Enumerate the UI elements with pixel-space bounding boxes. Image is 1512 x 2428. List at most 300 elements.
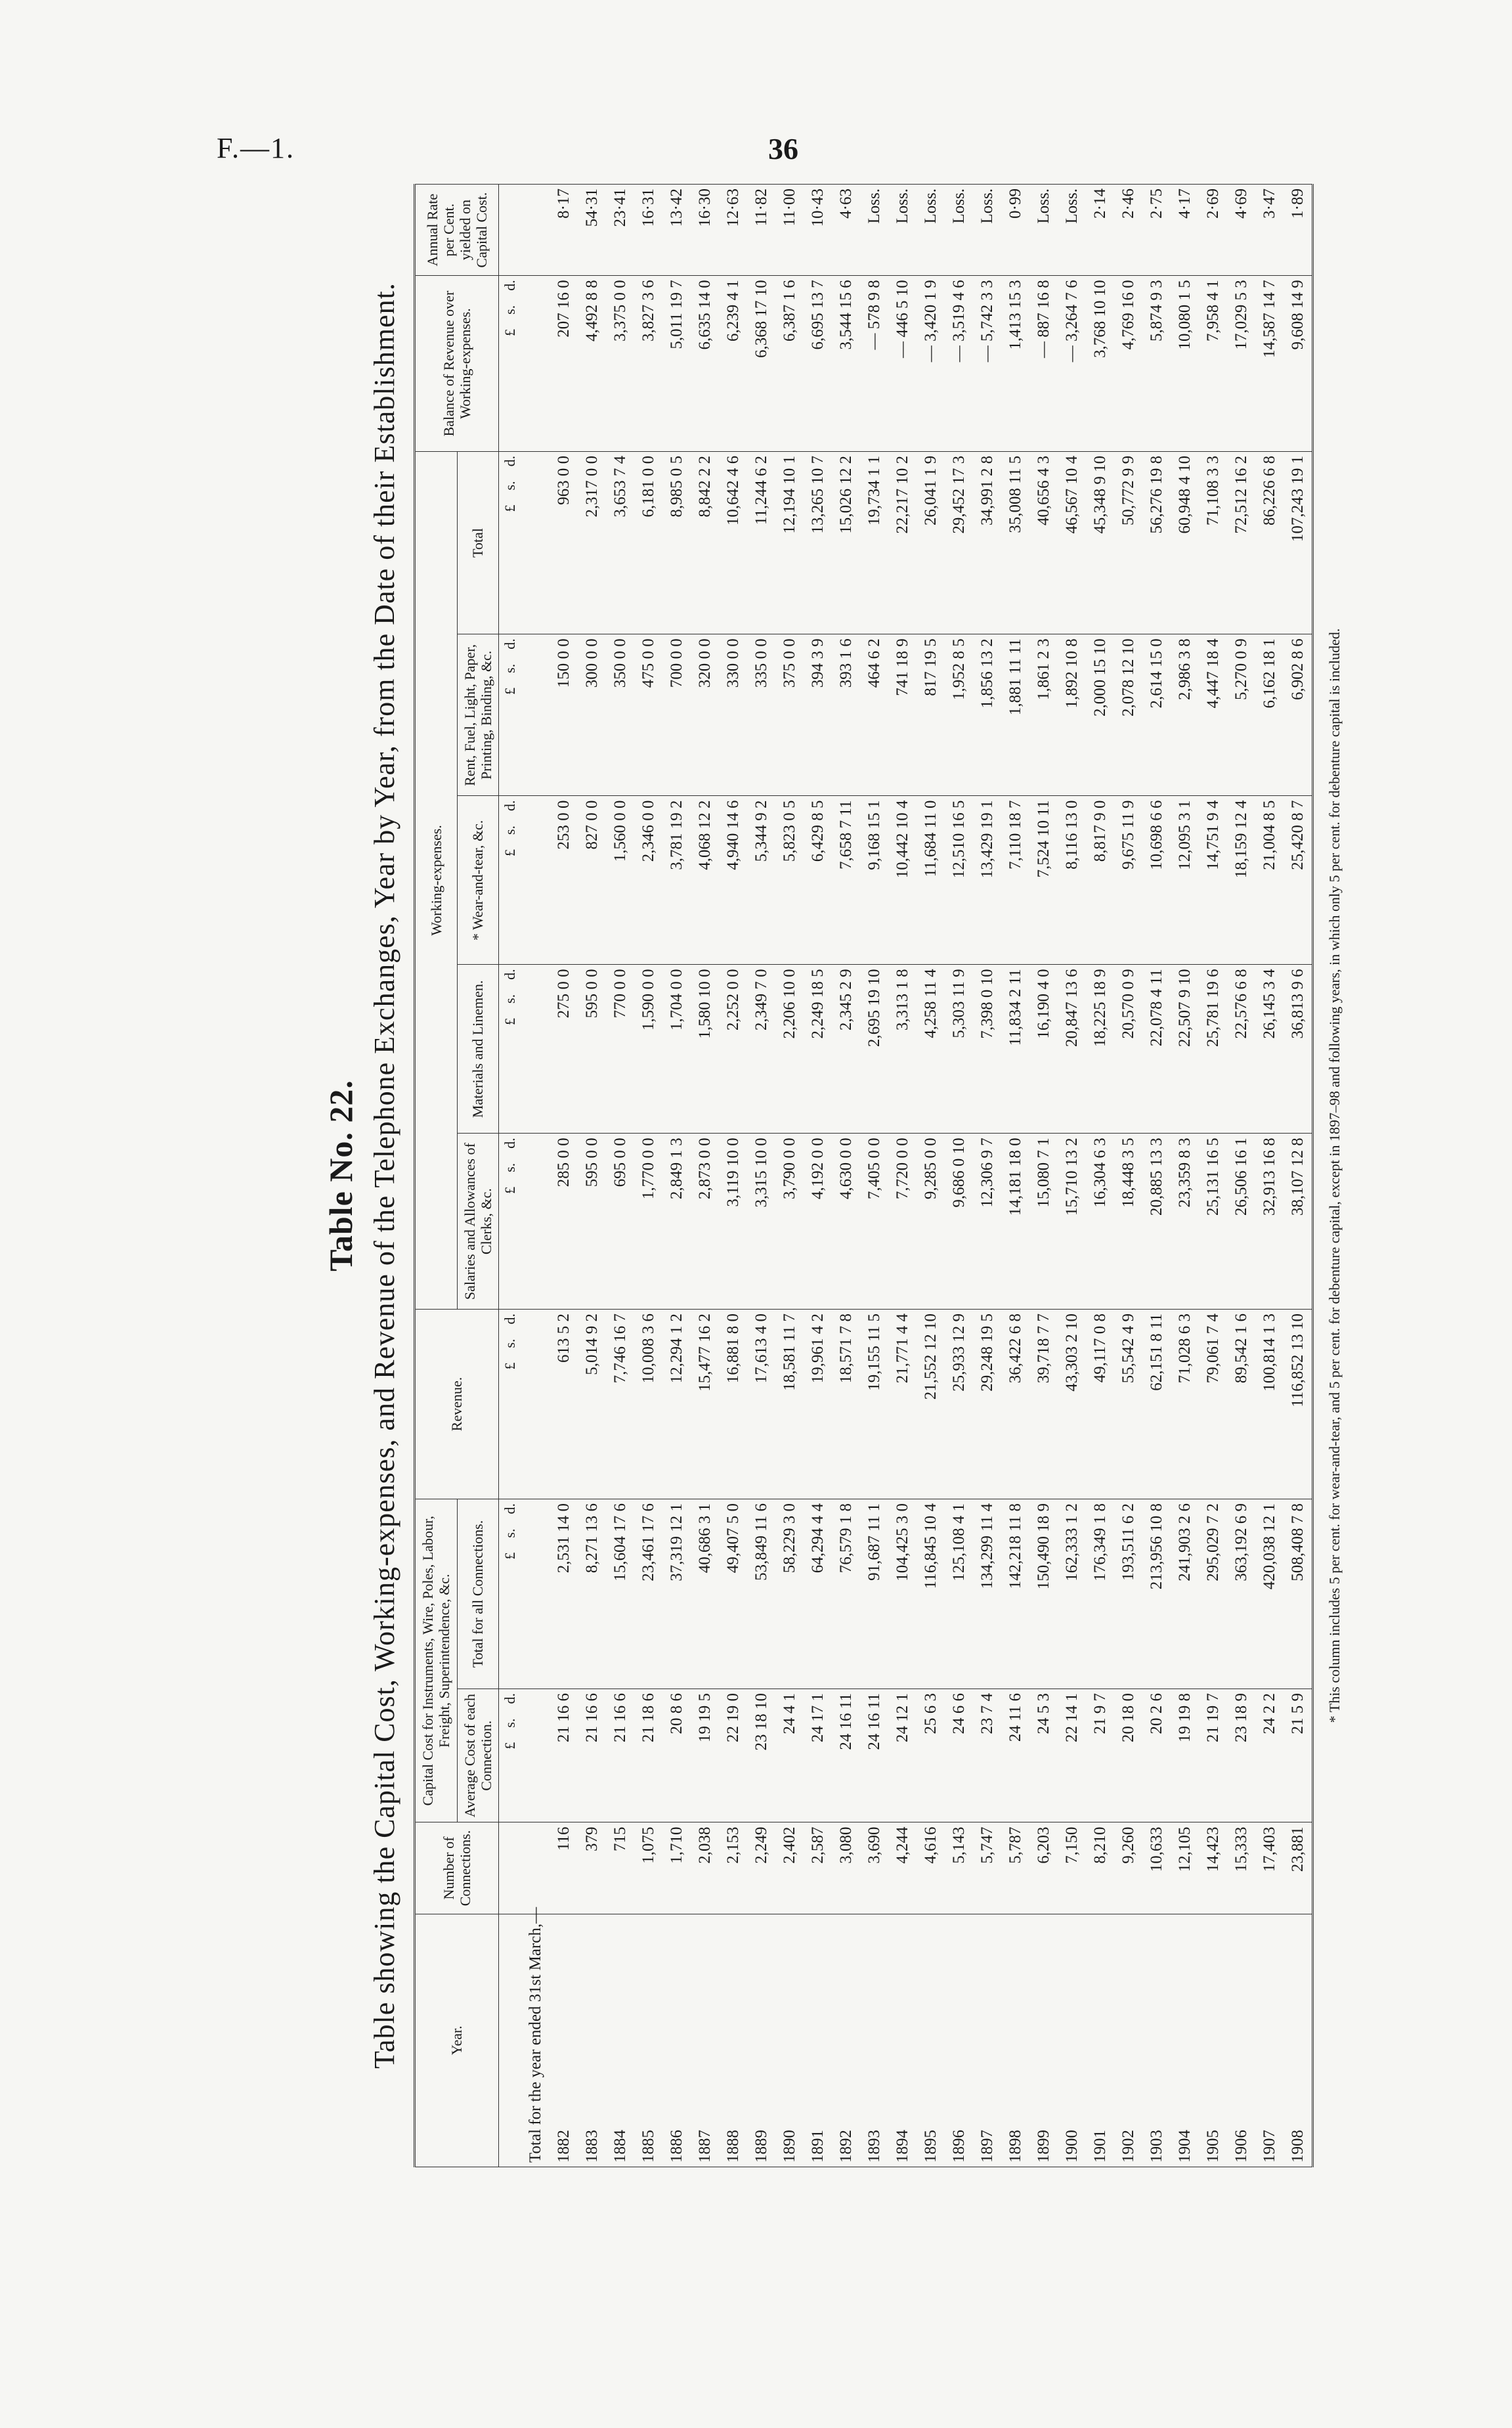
table-cell: 4,492 8 8 — [578, 276, 606, 452]
table-header — [415, 185, 499, 2167]
table-row — [973, 185, 1001, 2167]
table-body — [499, 185, 1313, 2167]
table-cell: 104,425 3 0 — [888, 1499, 917, 1689]
table-cell: 12,510 16 5 — [945, 796, 973, 965]
table-cell: 0·99 — [1001, 185, 1029, 276]
table-cell: 16·31 — [634, 185, 662, 276]
table-cell: 2,531 14 0 — [550, 1499, 578, 1689]
table-row — [917, 185, 945, 2167]
table-cell: 21,552 12 10 — [917, 1309, 945, 1499]
year-cell: 1882 — [550, 1914, 578, 2167]
table-cell: 5,823 0 5 — [775, 796, 804, 965]
unit-cell: £ s. d. — [499, 965, 522, 1134]
page-reference: F.—1. — [217, 132, 295, 164]
unit-cell: £ s. d. — [499, 276, 522, 452]
table-cell: 7,720 0 0 — [888, 1134, 917, 1310]
table-cell: 15,710 13 2 — [1058, 1134, 1086, 1310]
year-cell: 1897 — [973, 1914, 1001, 2167]
table-cell: Loss. — [973, 185, 1001, 276]
table-cell: 25,131 16 5 — [1199, 1134, 1227, 1310]
table-cell: 2,349 7 0 — [747, 965, 775, 1134]
table-cell: 1·89 — [1284, 185, 1313, 276]
table-cell: 72,512 16 2 — [1227, 451, 1255, 634]
table-cell: 5,874 9 3 — [1142, 276, 1171, 452]
telephone-exchange-table — [414, 184, 1314, 2167]
table-cell: 15,026 12 2 — [832, 451, 860, 634]
table-cell: 60,948 4 10 — [1171, 451, 1199, 634]
table-cell: 2,614 15 0 — [1142, 634, 1171, 796]
table-cell: 11·00 — [775, 185, 804, 276]
table-cell: 3,080 — [832, 1822, 860, 1914]
table-cell: 1,413 15 3 — [1001, 276, 1029, 452]
table-cell: 15,080 7 1 — [1029, 1134, 1058, 1310]
table-cell: — 3,264 7 6 — [1058, 276, 1086, 452]
unit-cell: £ s. d. — [499, 1309, 522, 1499]
table-cell: 35,008 11 5 — [1001, 451, 1029, 634]
table-cell: 9,285 0 0 — [917, 1134, 945, 1310]
table-cell: 695 0 0 — [606, 1134, 634, 1310]
table-cell: — 3,420 1 9 — [917, 276, 945, 452]
table-cell: 2·14 — [1086, 185, 1114, 276]
table-cell: 475 0 0 — [634, 634, 662, 796]
table-cell: 24 16 11 — [832, 1689, 860, 1822]
table-cell: 1,560 0 0 — [606, 796, 634, 965]
table-cell: 18,448 3 5 — [1114, 1134, 1142, 1310]
table-cell: 21 18 6 — [634, 1689, 662, 1822]
table-cell: 38,107 12 8 — [1284, 1134, 1313, 1310]
table-caption: Table showing the Capital Cost, Working-expenses, and Revenue of the Telephone Exchanges, Year by Year, from the Date of their Establishment. — [368, 282, 400, 2069]
table-cell: 3,313 1 8 — [888, 965, 917, 1134]
table-cell: 11·82 — [747, 185, 775, 276]
table-cell: 150 0 0 — [550, 634, 578, 796]
table-cell: 2,249 — [747, 1822, 775, 1914]
table-cell: 827 0 0 — [578, 796, 606, 965]
table-cell: 4,630 0 0 — [832, 1134, 860, 1310]
table-cell: 3,119 10 0 — [719, 1134, 747, 1310]
year-cell: 1890 — [775, 1914, 804, 2167]
table-cell: 1,075 — [634, 1822, 662, 1914]
year-cell: 1884 — [606, 1914, 634, 2167]
table-row — [888, 185, 917, 2167]
table-cell: 1,710 — [662, 1822, 691, 1914]
table-row — [1114, 185, 1142, 2167]
table-cell: 1,590 0 0 — [634, 965, 662, 1134]
table-cell: 715 — [606, 1822, 634, 1914]
col-materials: Materials and Linemen. — [457, 965, 499, 1134]
table-cell: 4,244 — [888, 1822, 917, 1914]
table-cell: 253 0 0 — [550, 796, 578, 965]
table-cell: 9,168 15 1 — [860, 796, 888, 965]
table-cell: 10,442 10 4 — [888, 796, 917, 965]
total-label-row — [521, 185, 550, 2167]
table-cell: 300 0 0 — [578, 634, 606, 796]
unit-cell-blank — [499, 185, 522, 276]
table-cell: 37,319 12 1 — [662, 1499, 691, 1689]
table-cell: 330 0 0 — [719, 634, 747, 796]
table-cell: 817 19 5 — [917, 634, 945, 796]
col-capital-group: Capital Cost for Instruments, Wire, Poles, Labour, Freight, Superintendence, &c. — [415, 1499, 458, 1822]
table-cell: 116,852 13 10 — [1284, 1309, 1313, 1499]
table-cell: 4,258 11 4 — [917, 965, 945, 1134]
year-cell: 1889 — [747, 1914, 775, 2167]
col-total: Total — [457, 451, 499, 634]
table-cell: — 3,519 4 6 — [945, 276, 973, 452]
table-cell: 25,933 12 9 — [945, 1309, 973, 1499]
table-cell: 7,405 0 0 — [860, 1134, 888, 1310]
table-cell: 393 1 6 — [832, 634, 860, 796]
table-row — [747, 185, 775, 2167]
table-cell: 7,658 7 11 — [832, 796, 860, 965]
table-cell: 12,194 10 1 — [775, 451, 804, 634]
table-row — [691, 185, 719, 2167]
table-cell: 20,885 13 3 — [1142, 1134, 1171, 1310]
unit-cell: £ s. d. — [499, 1689, 522, 1822]
table-cell: 15,333 — [1227, 1822, 1255, 1914]
table-cell: 134,299 11 4 — [973, 1499, 1001, 1689]
table-cell: 54·31 — [578, 185, 606, 276]
table-cell: 7,110 18 7 — [1001, 796, 1029, 965]
table-cell: 2,000 15 10 — [1086, 634, 1114, 796]
table-cell: 6,203 — [1029, 1822, 1058, 1914]
table-cell: 21,771 4 4 — [888, 1309, 917, 1499]
total-label: Total for the year ended 31st March,— — [521, 1914, 550, 2167]
table-cell: 6,181 0 0 — [634, 451, 662, 634]
table-cell: 363,192 6 9 — [1227, 1499, 1255, 1689]
table-cell: 6,387 1 6 — [775, 276, 804, 452]
table-cell: 55,542 4 9 — [1114, 1309, 1142, 1499]
table-cell: 21 16 6 — [606, 1689, 634, 1822]
table-cell: 2,587 — [804, 1822, 832, 1914]
table-cell: 176,349 1 8 — [1086, 1499, 1114, 1689]
table-cell: 46,567 10 4 — [1058, 451, 1086, 634]
table-row — [550, 185, 578, 2167]
table-cell: 379 — [578, 1822, 606, 1914]
table-row — [1029, 185, 1058, 2167]
col-salaries: Salaries and Allowances of Clerks, &c. — [457, 1134, 499, 1310]
table-cell: — 578 9 8 — [860, 276, 888, 452]
table-cell: 13·42 — [662, 185, 691, 276]
data-table-wrapper — [414, 184, 1314, 2167]
table-cell: 22,507 9 10 — [1171, 965, 1199, 1134]
table-cell: 142,218 11 8 — [1001, 1499, 1029, 1689]
table-cell: 5,747 — [973, 1822, 1001, 1914]
table-cell: 8,210 — [1086, 1822, 1114, 1914]
table-cell: Loss. — [1029, 185, 1058, 276]
year-cell: 1895 — [917, 1914, 945, 2167]
table-cell: 22 14 1 — [1058, 1689, 1086, 1822]
table-cell: 2,153 — [719, 1822, 747, 1914]
table-cell: 8,271 13 6 — [578, 1499, 606, 1689]
table-cell: — 887 16 8 — [1029, 276, 1058, 452]
table-cell: 4,068 12 2 — [691, 796, 719, 965]
page-header — [0, 131, 1512, 177]
table-cell: 8,116 13 0 — [1058, 796, 1086, 965]
table-row — [1255, 185, 1284, 2167]
table-cell: 9,608 14 9 — [1284, 276, 1313, 452]
col-avg-cost: Average Cost of each Connection. — [457, 1689, 499, 1822]
table-cell: 613 5 2 — [550, 1309, 578, 1499]
table-cell: 23,881 — [1284, 1822, 1313, 1914]
table-cell: 700 0 0 — [662, 634, 691, 796]
table-cell: 3,790 0 0 — [775, 1134, 804, 1310]
table-cell: 2,695 19 10 — [860, 965, 888, 1134]
table-cell: 19,734 1 1 — [860, 451, 888, 634]
table-cell: 22,217 10 2 — [888, 451, 917, 634]
table-cell: 24 17 1 — [804, 1689, 832, 1822]
table-cell: 107,243 19 1 — [1284, 451, 1313, 634]
table-cell: 295,029 7 2 — [1199, 1499, 1227, 1689]
table-cell: 1,861 2 3 — [1029, 634, 1058, 796]
table-cell: 2,346 0 0 — [634, 796, 662, 965]
table-row — [1142, 185, 1171, 2167]
table-cell: 241,903 2 6 — [1171, 1499, 1199, 1689]
table-cell: 4·69 — [1227, 185, 1255, 276]
year-cell: 1906 — [1227, 1914, 1255, 2167]
table-cell: 23 18 10 — [747, 1689, 775, 1822]
table-cell: 116,845 10 4 — [917, 1499, 945, 1689]
table-cell: 116 — [550, 1822, 578, 1914]
table-cell: 963 0 0 — [550, 451, 578, 634]
table-cell: 2,986 3 8 — [1171, 634, 1199, 796]
table-cell: 45,348 9 10 — [1086, 451, 1114, 634]
table-cell: 14,423 — [1199, 1822, 1227, 1914]
table-cell: 50,772 9 9 — [1114, 451, 1142, 634]
table-cell: 4·17 — [1171, 185, 1199, 276]
table-cell: 71,108 3 3 — [1199, 451, 1227, 634]
table-cell: 1,881 11 11 — [1001, 634, 1029, 796]
table-cell: 79,061 7 4 — [1199, 1309, 1227, 1499]
table-cell: 1,704 0 0 — [662, 965, 691, 1134]
table-cell: 2,249 18 5 — [804, 965, 832, 1134]
table-cell: 1,856 13 2 — [973, 634, 1001, 796]
table-cell: 19 19 8 — [1171, 1689, 1199, 1822]
table-cell: 12,294 1 2 — [662, 1309, 691, 1499]
year-cell: 1892 — [832, 1914, 860, 2167]
unit-cell: £ s. d. — [499, 634, 522, 796]
table-cell: 12,095 3 1 — [1171, 796, 1199, 965]
table-cell: 100,814 1 3 — [1255, 1309, 1284, 1499]
table-cell: 23 18 9 — [1227, 1689, 1255, 1822]
table-cell: 62,151 8 11 — [1142, 1309, 1171, 1499]
table-cell: 7,150 — [1058, 1822, 1086, 1914]
table-cell: 18,225 18 9 — [1086, 965, 1114, 1134]
table-cell: 23·41 — [606, 185, 634, 276]
table-cell: 40,656 4 3 — [1029, 451, 1058, 634]
table-cell: 4,447 18 4 — [1199, 634, 1227, 796]
rotated-table-page — [302, 184, 1392, 2167]
table-cell: 9,675 11 9 — [1114, 796, 1142, 965]
col-connections: Number of Connections. — [415, 1822, 499, 1914]
table-cell: 464 6 2 — [860, 634, 888, 796]
table-cell: 21 5 9 — [1284, 1689, 1313, 1822]
table-cell: 7,524 10 11 — [1029, 796, 1058, 965]
table-cell: 6,695 13 7 — [804, 276, 832, 452]
table-cell: 7,958 4 1 — [1199, 276, 1227, 452]
table-cell: 11,244 6 2 — [747, 451, 775, 634]
table-cell: 3,690 — [860, 1822, 888, 1914]
table-cell: 10,633 — [1142, 1822, 1171, 1914]
table-cell: 741 18 9 — [888, 634, 917, 796]
table-cell: 2·75 — [1142, 185, 1171, 276]
table-cell: 207 16 0 — [550, 276, 578, 452]
table-cell: 21 9 7 — [1086, 1689, 1114, 1822]
table-cell: Loss. — [945, 185, 973, 276]
table-row — [634, 185, 662, 2167]
table-cell: 335 0 0 — [747, 634, 775, 796]
table-cell: 420,038 12 1 — [1255, 1499, 1284, 1689]
table-cell: 8,817 9 0 — [1086, 796, 1114, 965]
table-cell: 3·47 — [1255, 185, 1284, 276]
table-cell: 2,206 10 0 — [775, 965, 804, 1134]
table-cell: 2·69 — [1199, 185, 1227, 276]
unit-cell-blank — [499, 1914, 522, 2167]
table-cell: 1,952 8 5 — [945, 634, 973, 796]
table-cell: 16,881 8 0 — [719, 1309, 747, 1499]
table-cell: 25 6 3 — [917, 1689, 945, 1822]
table-cell: 11,684 11 0 — [917, 796, 945, 965]
table-cell: 6,239 4 1 — [719, 276, 747, 452]
table-cell: 8,842 2 2 — [691, 451, 719, 634]
table-cell: 150,490 18 9 — [1029, 1499, 1058, 1689]
table-cell: 36,422 6 8 — [1001, 1309, 1029, 1499]
table-cell: 13,429 19 1 — [973, 796, 1001, 965]
table-cell: 14,587 14 7 — [1255, 276, 1284, 452]
table-cell: 3,781 19 2 — [662, 796, 691, 965]
table-cell: 20 18 0 — [1114, 1689, 1142, 1822]
table-cell: 16·30 — [691, 185, 719, 276]
table-cell: 23,359 8 3 — [1171, 1134, 1199, 1310]
table-cell: 10,008 3 6 — [634, 1309, 662, 1499]
table-cell: 21 16 6 — [578, 1689, 606, 1822]
table-cell: 12,105 — [1171, 1822, 1199, 1914]
table-cell: 8·17 — [550, 185, 578, 276]
table-cell: 8,985 0 5 — [662, 451, 691, 634]
table-cell: 275 0 0 — [550, 965, 578, 1134]
table-row — [775, 185, 804, 2167]
table-cell: 595 0 0 — [578, 1134, 606, 1310]
table-cell: 10,698 6 6 — [1142, 796, 1171, 965]
table-row — [832, 185, 860, 2167]
year-cell: 1903 — [1142, 1914, 1171, 2167]
table-cell: 18,581 11 7 — [775, 1309, 804, 1499]
table-cell: Loss. — [917, 185, 945, 276]
table-cell: 6,162 18 1 — [1255, 634, 1284, 796]
table-cell: 26,041 1 9 — [917, 451, 945, 634]
table-cell: 71,028 6 3 — [1171, 1309, 1199, 1499]
table-cell: 24 16 11 — [860, 1689, 888, 1822]
year-cell: 1885 — [634, 1914, 662, 2167]
table-cell: 6,429 8 5 — [804, 796, 832, 965]
year-cell: 1899 — [1029, 1914, 1058, 2167]
table-cell: 2,038 — [691, 1822, 719, 1914]
table-cell: 14,181 18 0 — [1001, 1134, 1029, 1310]
table-cell: 2,345 2 9 — [832, 965, 860, 1134]
table-cell: 29,248 19 5 — [973, 1309, 1001, 1499]
table-cell: 22 19 0 — [719, 1689, 747, 1822]
table-cell: 2·46 — [1114, 185, 1142, 276]
table-row — [1171, 185, 1199, 2167]
table-cell: 53,849 11 6 — [747, 1499, 775, 1689]
table-cell: 2,873 0 0 — [691, 1134, 719, 1310]
unit-cell-blank — [499, 1822, 522, 1914]
table-cell: 3,827 3 6 — [634, 276, 662, 452]
table-cell: 19 19 5 — [691, 1689, 719, 1822]
table-cell: 2,402 — [775, 1822, 804, 1914]
table-cell: 20 8 6 — [662, 1689, 691, 1822]
table-cell: 16,304 6 3 — [1086, 1134, 1114, 1310]
table-cell: 17,613 4 0 — [747, 1309, 775, 1499]
table-cell: 19,961 4 2 — [804, 1309, 832, 1499]
table-cell: 394 3 9 — [804, 634, 832, 796]
table-row — [662, 185, 691, 2167]
table-cell: 3,544 15 6 — [832, 276, 860, 452]
year-cell: 1896 — [945, 1914, 973, 2167]
table-cell: 2,252 0 0 — [719, 965, 747, 1134]
unit-cell: £ s. d. — [499, 451, 522, 634]
table-cell: 34,991 2 8 — [973, 451, 1001, 634]
year-cell: 1891 — [804, 1914, 832, 2167]
table-cell: 10·43 — [804, 185, 832, 276]
table-cell: 4,616 — [917, 1822, 945, 1914]
page-number: 36 — [768, 132, 798, 166]
col-balance: Balance of Revenue over Working-expenses. — [415, 276, 499, 452]
col-wear: * Wear-and-tear, &c. — [457, 796, 499, 965]
unit-cell: £ s. d. — [499, 796, 522, 965]
table-cell: Loss. — [888, 185, 917, 276]
table-cell: 5,143 — [945, 1822, 973, 1914]
table-cell: 23,461 17 6 — [634, 1499, 662, 1689]
table-cell: 16,190 4 0 — [1029, 965, 1058, 1134]
table-cell: 9,260 — [1114, 1822, 1142, 1914]
table-cell: Loss. — [860, 185, 888, 276]
table-cell: 285 0 0 — [550, 1134, 578, 1310]
table-row — [578, 185, 606, 2167]
table-cell: 21,004 8 5 — [1255, 796, 1284, 965]
table-row — [1227, 185, 1255, 2167]
table-cell: 213,956 10 8 — [1142, 1499, 1171, 1689]
table-cell: 5,011 19 7 — [662, 276, 691, 452]
unit-cell: £ s. d. — [499, 1134, 522, 1310]
table-cell: 5,014 9 2 — [578, 1309, 606, 1499]
table-cell: 91,687 11 1 — [860, 1499, 888, 1689]
year-cell: 1888 — [719, 1914, 747, 2167]
table-cell: 49,117 0 8 — [1086, 1309, 1114, 1499]
table-cell: 39,718 7 7 — [1029, 1309, 1058, 1499]
table-cell: 24 2 2 — [1255, 1689, 1284, 1822]
table-cell: 508,408 7 8 — [1284, 1499, 1313, 1689]
table-cell: 14,751 9 4 — [1199, 796, 1227, 965]
col-total-all: Total for all Connections. — [457, 1499, 499, 1689]
table-cell: 5,344 9 2 — [747, 796, 775, 965]
table-row — [606, 185, 634, 2167]
table-cell: 595 0 0 — [578, 965, 606, 1134]
table-cell: 24 6 6 — [945, 1689, 973, 1822]
table-cell: 162,333 1 2 — [1058, 1499, 1086, 1689]
year-cell: 1893 — [860, 1914, 888, 2167]
table-footnote: * This column includes 5 per cent. for wear-and-tear, and 5 per cent. for debenture capital, except in 1897–98 and following years, in which only 5 per cent. for debenture capital is included. — [1326, 628, 1343, 1723]
year-cell: 1898 — [1001, 1914, 1029, 2167]
table-cell: 12·63 — [719, 185, 747, 276]
units-row — [499, 185, 522, 2167]
table-cell: 1,892 10 8 — [1058, 634, 1086, 796]
table-cell: 18,159 12 4 — [1227, 796, 1255, 965]
table-cell: 76,579 1 8 — [832, 1499, 860, 1689]
table-cell: 56,276 19 8 — [1142, 451, 1171, 634]
table-cell: 24 5 3 — [1029, 1689, 1058, 1822]
table-cell: 36,813 9 6 — [1284, 965, 1313, 1134]
table-cell: — 446 5 10 — [888, 276, 917, 452]
table-cell: 21 19 7 — [1199, 1689, 1227, 1822]
